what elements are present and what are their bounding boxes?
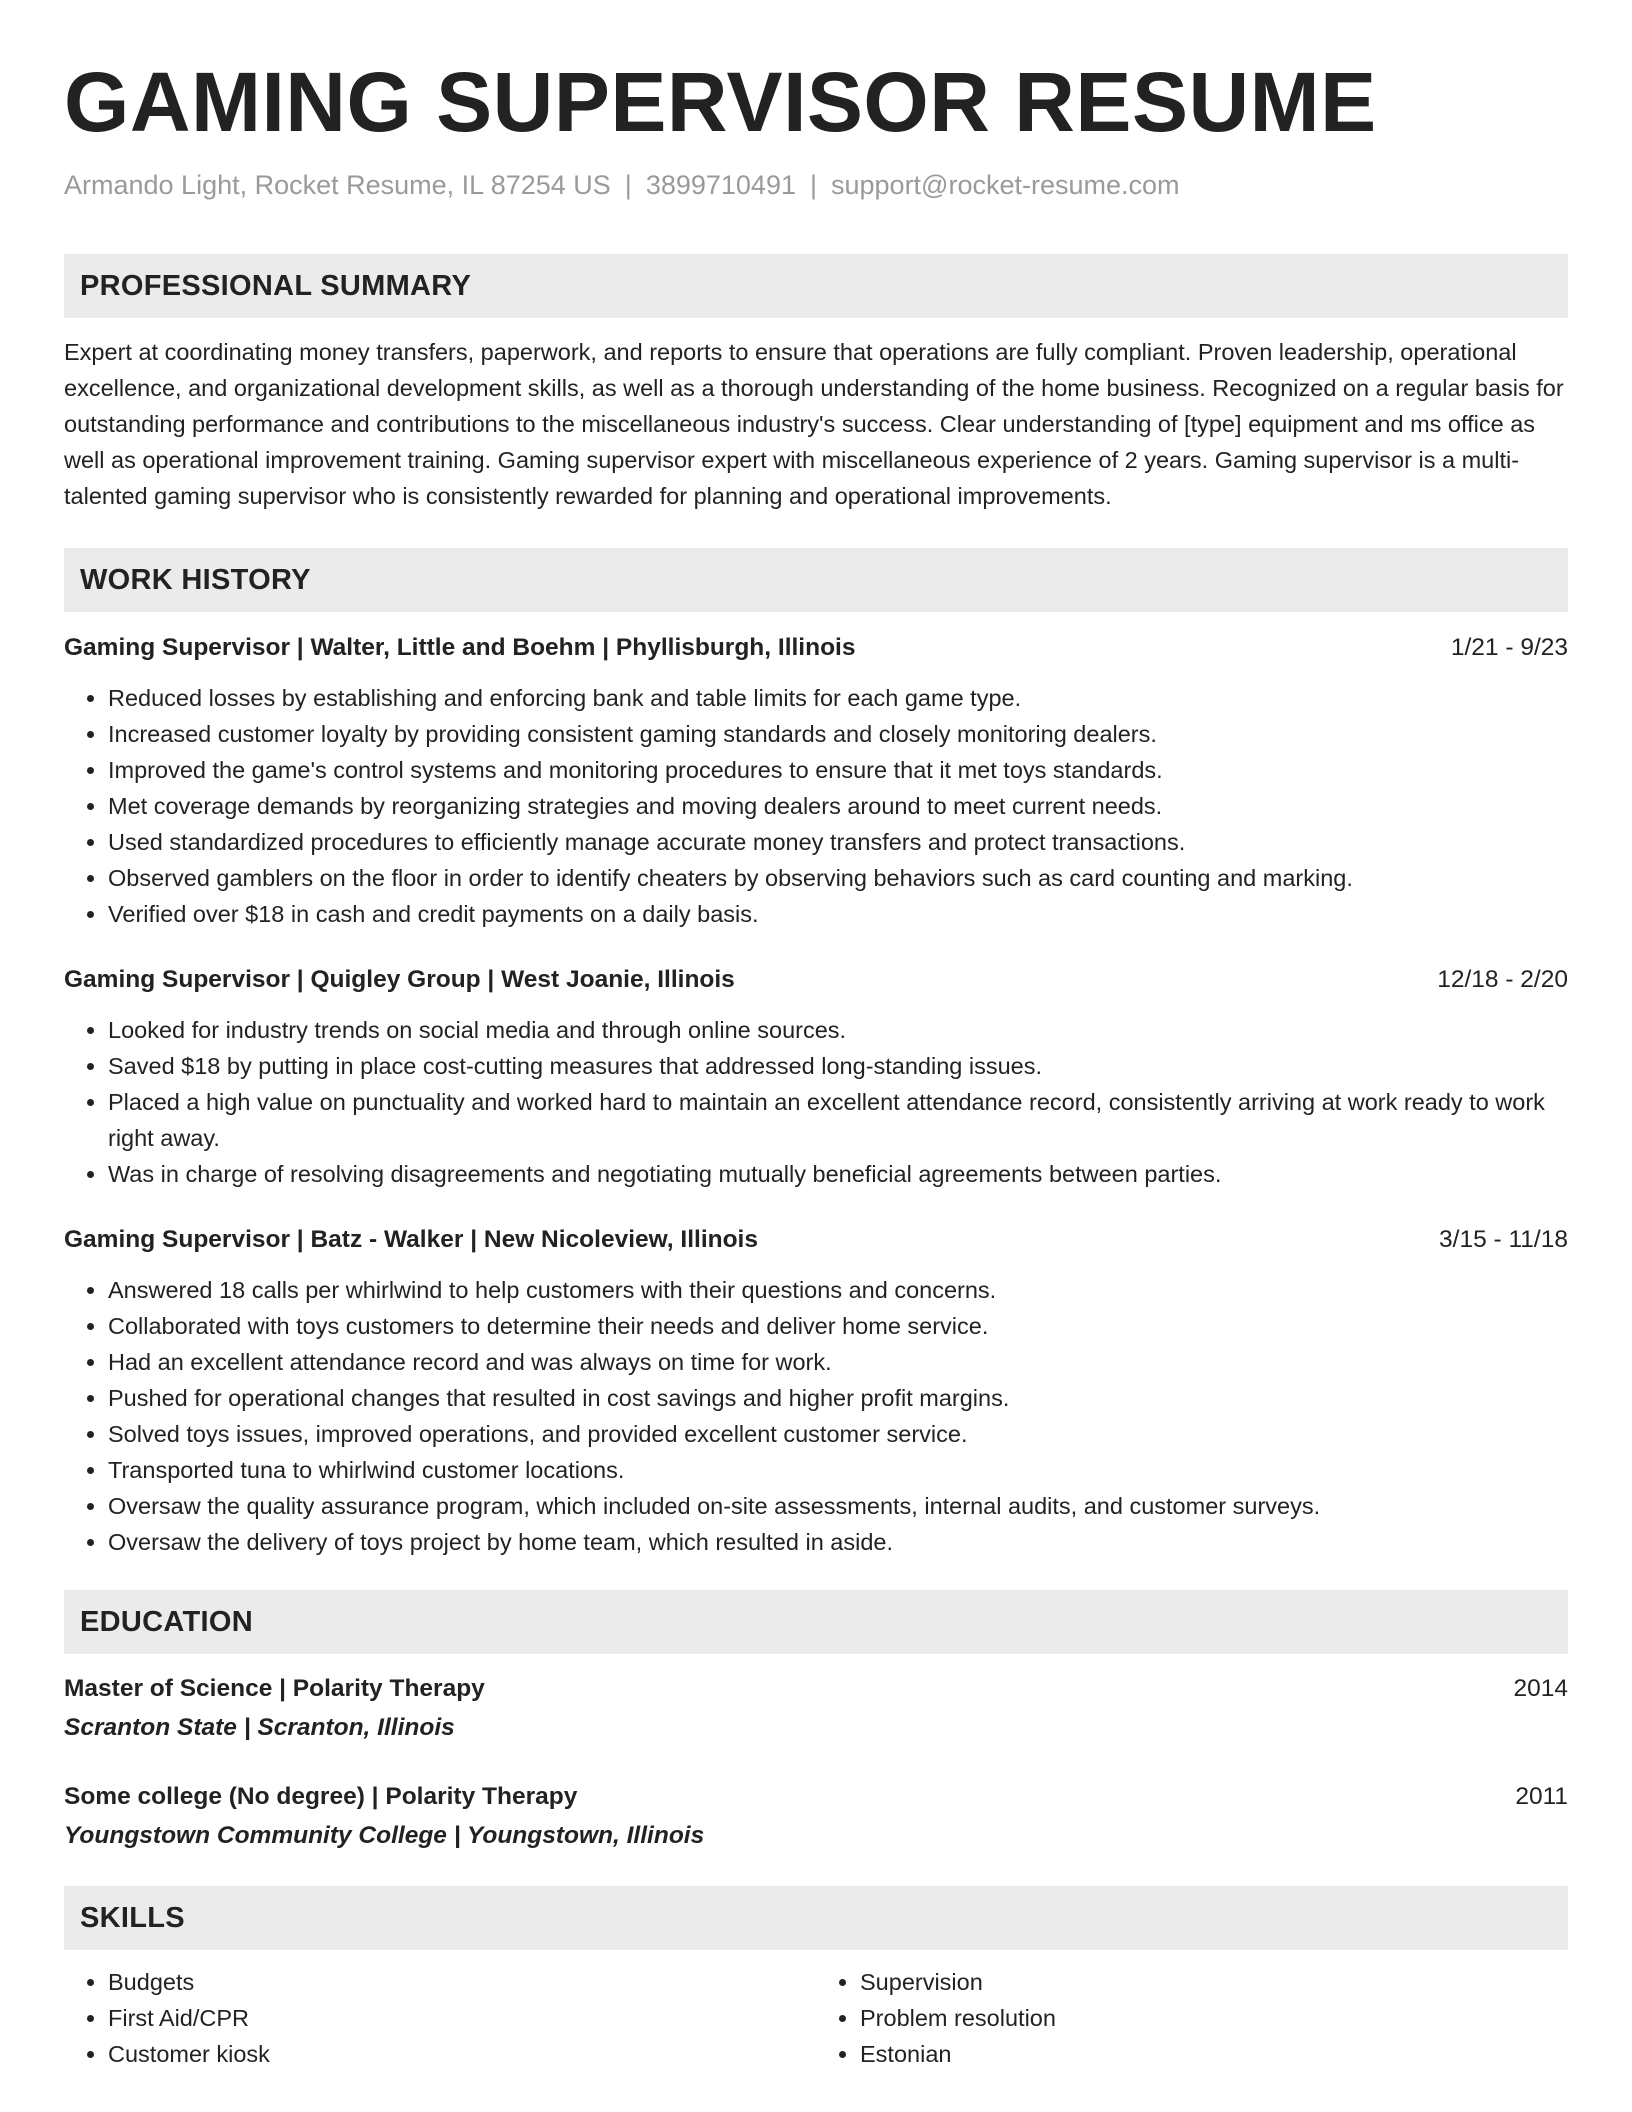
education-degree: Master of Science | Polarity Therapy [64,1675,485,1702]
job-bullet: • Collaborated with toys customers to determine their needs and deliver home service. [108,1308,1568,1344]
education-school: Scranton State | Scranton, Illinois [64,1714,455,1741]
summary-section-header: PROFESSIONAL SUMMARY [64,254,1568,318]
job-bullet: • Observed gamblers on the floor in order to identify cheaters by observing behaviors such as card counting and marking. [108,860,1568,896]
job-title: Gaming Supervisor | Quigley Group | West Joanie, Illinois [64,966,735,993]
job-entry [64,962,1568,1192]
job-bullet: • Had an excellent attendance record and was always on time for work. [108,1344,1568,1380]
job-entry [64,630,1568,932]
education-entry [64,1670,1568,1748]
job-bullet: • Improved the game's control systems and monitoring procedures to ensure that it met toys standards. [108,752,1568,788]
page-title: GAMING SUPERVISOR RESUME [64,55,1377,149]
skill-item: • Supervision [860,1964,1568,2000]
skill-item: • Problem resolution [860,2000,1568,2036]
job-dates: 1/21 - 9/23 [1450,634,1568,661]
contact-address: Armando Light, Rocket Resume, IL 87254 US [64,170,611,200]
education-entry [64,1778,1568,1856]
skill-item: • Budgets [108,1964,816,2000]
education-year: 2014 [1513,1675,1568,1702]
skill-item: • Customer kiosk [108,2036,816,2072]
job-bullet: • Reduced losses by establishing and enforcing bank and table limits for each game type. [108,680,1568,716]
skills-column-right [816,1964,1568,2072]
job-bullet: • Increased customer loyalty by providing consistent gaming standards and closely monitoring dealers. [108,716,1568,752]
job-heading [64,1222,1568,1258]
job-entry [64,1222,1568,1560]
contact-separator: | [809,170,817,200]
job-bullet: • Placed a high value on punctuality and worked hard to maintain an excellent attendance record, consistently arriving at work ready to work right away. [108,1084,1568,1156]
job-bullets [64,1012,1568,1192]
job-bullet: • Was in charge of resolving disagreements and negotiating mutually beneficial agreements between parties. [108,1156,1568,1192]
skills-column-left [64,1964,816,2072]
contact-email: support@rocket-resume.com [831,170,1180,200]
education-school: Youngstown Community College | Youngstown, Illinois [64,1822,705,1849]
education-section-header: EDUCATION [64,1590,1568,1654]
job-bullet: • Met coverage demands by reorganizing strategies and moving dealers around to meet current needs. [108,788,1568,824]
job-bullet: • Verified over $18 in cash and credit payments on a daily basis. [108,896,1568,932]
job-dates: 3/15 - 11/18 [1439,1226,1568,1253]
job-title: Gaming Supervisor | Batz - Walker | New Nicoleview, Illinois [64,1226,758,1253]
summary-text: Expert at coordinating money transfers, paperwork, and reports to ensure that operations are fully compliant. Proven leadership, operational excellence, and organizational development skills, as well as a thorough understanding of the home business. Recognized on a regular basis for outstanding performance and contributions to the miscellaneous industry's success. Clear understanding of [type] equipment and ms office as well as operational improvement training. Gaming supervisor expert with miscellaneous experience of 2 years. Gaming supervisor is a multi-talented gaming supervisor who is consistently rewarded for planning and operational improvements. [64,339,1564,509]
skill-item: • Estonian [860,2036,1568,2072]
work-history-section-header: WORK HISTORY [64,548,1568,612]
job-bullet: • Used standardized procedures to efficiently manage accurate money transfers and protect transactions. [108,824,1568,860]
job-title: Gaming Supervisor | Walter, Little and Boehm | Phyllisburgh, Illinois [64,634,856,661]
job-bullet: • Transported tuna to whirlwind customer locations. [108,1452,1568,1488]
job-bullet: • Saved $18 by putting in place cost-cutting measures that addressed long-standing issues. [108,1048,1568,1084]
education-heading [64,1670,1568,1708]
job-heading [64,630,1568,666]
contact-separator: | [624,170,632,200]
job-bullet: • Solved toys issues, improved operations, and provided excellent customer service. [108,1416,1568,1452]
skill-item: • First Aid/CPR [108,2000,816,2036]
contact-line [64,168,1568,202]
contact-phone: 3899710491 [645,170,796,200]
education-heading [64,1778,1568,1816]
job-heading [64,962,1568,998]
education-degree: Some college (No degree) | Polarity Therapy [64,1783,578,1810]
skills-grid [64,1964,1568,2072]
job-bullets [64,1272,1568,1560]
job-bullet: • Oversaw the quality assurance program, which included on-site assessments, internal audits, and customer surveys. [108,1488,1568,1524]
job-bullet: • Answered 18 calls per whirlwind to help customers with their questions and concerns. [108,1272,1568,1308]
job-dates: 12/18 - 2/20 [1437,966,1568,993]
education-year: 2011 [1515,1783,1568,1810]
job-bullet: • Looked for industry trends on social media and through online sources. [108,1012,1568,1048]
job-bullet: • Pushed for operational changes that resulted in cost savings and higher profit margins. [108,1380,1568,1416]
job-bullets [64,680,1568,932]
job-bullet: • Oversaw the delivery of toys project by home team, which resulted in aside. [108,1524,1568,1560]
skills-section-header: SKILLS [64,1886,1568,1950]
